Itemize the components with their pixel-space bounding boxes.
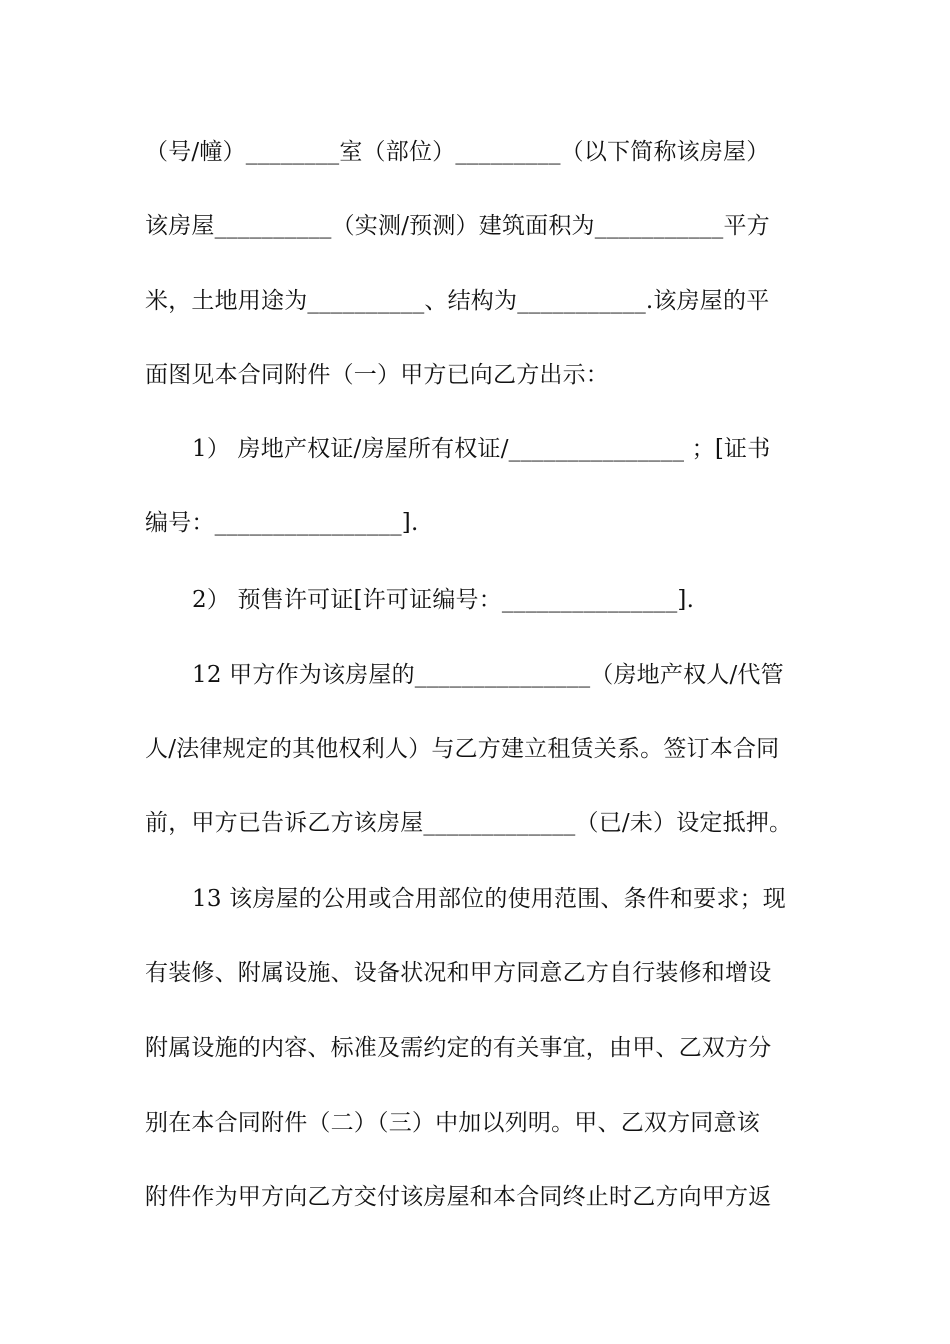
text-line-4: 面图见本合同附件（一）甲方已向乙方出示： — [145, 362, 609, 388]
text-line-13: 附属设施的内容、标准及需约定的有关事宜，由甲、乙双方分 — [145, 1035, 772, 1061]
text-line-12: 有装修、附属设施、设备状况和甲方同意乙方自行装修和增设 — [145, 960, 772, 986]
text-line-8: 12 甲方作为该房屋的_______________（房地产权人/代管 — [192, 662, 784, 688]
text-line-11: 13 该房屋的公用或合用部位的使用范围、条件和要求；现 — [192, 886, 786, 912]
text-line-14: 别在本合同附件（二）（三）中加以列明。甲、乙双方同意该 — [145, 1110, 760, 1136]
text-line-1: （号/幢）________室（部位）_________（以下简称该房屋） — [145, 139, 770, 165]
text-line-5: 1） 房地产权证/房屋所有权证/_______________ ；[证书 — [192, 436, 771, 462]
text-line-15: 附件作为甲方向乙方交付该房屋和本合同终止时乙方向甲方返 — [145, 1184, 772, 1210]
text-line-10: 前，甲方已告诉乙方该房屋_____________（已/未）设定抵押。 — [145, 810, 793, 836]
text-line-2: 该房屋__________（实测/预测）建筑面积为___________平方 — [145, 213, 770, 239]
text-line-3: 米，土地用途为__________、结构为___________.该房屋的平 — [145, 288, 770, 314]
text-line-6: 编号：________________]. — [145, 510, 419, 536]
text-line-9: 人/法律规定的其他权利人）与乙方建立租赁关系。签订本合同 — [145, 736, 780, 762]
text-line-7: 2） 预售许可证[许可证编号：_______________]. — [192, 587, 695, 613]
